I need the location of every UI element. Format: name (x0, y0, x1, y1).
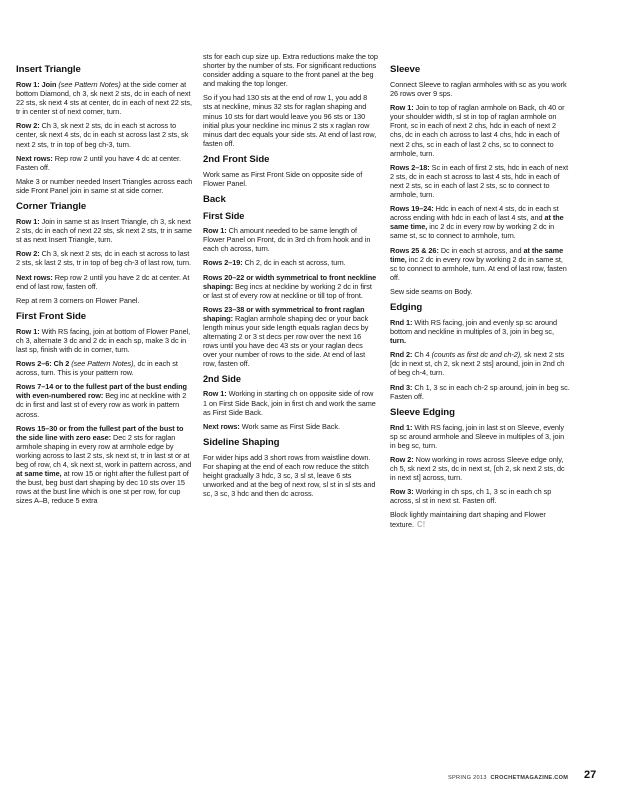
continued-text-2: So if you had 130 sts at the end of row 1, you add 8 sts at neckline, minus 32 sts for raglan shaping and minus 10 sts for dart would leave you 96 sts or 130 initial plus your neckline inc minus 2 sts x raglan row minus dart dec equals your side sts. At end of last row, fasten off. (203, 93, 377, 148)
back-rows-20-22: Rows 20–22 or width symmetrical to front neckline shaping: Beg incs at neckline by working 2 dc in first or last st of every row at neckline or till top of front. (203, 272, 377, 300)
back-rows-2-19: Rows 2–19: Ch 2, dc in each st across, turn. (203, 258, 346, 268)
sleeve-edging-row-3: Row 3: Working in ch sps, ch 1, 3 sc in each ch sp across, sl st in next st. Fasten off. (390, 487, 552, 506)
corner-triangle-note: Rep at rem 3 corners on Flower Panel. (16, 295, 140, 305)
corner-triangle-heading: Corner Triangle (16, 201, 87, 213)
edging-rnd-2: Rnd 2: Ch 4 (counts as first dc and ch-2), sk next 2 sts [dc in next st, ch 2, sk next 2 sts] around, join in 2nd ch of beg ch-4, turn. (390, 350, 565, 378)
sleeve-rows-25-26: Rows 25 & 26: Dc in each st across, and at the same time, inc 2 dc in every row by working 2 dc in same st, sc to connect to armhole, turn. At end of last row, fasten off. (390, 245, 567, 282)
back-second-side-heading: 2nd Side (203, 374, 241, 385)
first-front-side-row-1: Row 1: With RS facing, join at bottom of Flower Panel, ch 3, alternate 3 dc and 2 dc in each sp, make 3 dc in last sp, finish with dc in corner, turn. (16, 326, 191, 354)
first-front-side-rows-15-30: Rows 15–30 or from the fullest part of the bust to the side line with zero ease: Dec 2 sts for raglan armhole shaping in every row at armhole edge by working across to last 2 sts, sk next st, tr in last st or at beg of row, ch 4, sk next st, work in pattern across, and at same time, at row 15 or right after the fullest part of the bust, beg bust dart shaping by dec 10 sts over 15 rows at the bust line which is one st per row, for cup sizes A–B, reduce 5 extra (16, 423, 192, 506)
site-label: CROCHETMAGAZINE.COM (490, 775, 569, 781)
edging-rnd-1: Rnd 1: With RS facing, join and evenly sp sc around bottom and neckline in multiples of 3, join in beg sc, turn. (390, 317, 557, 346)
sleeve-intro: Connect Sleeve to raglan armholes with sc as you work 26 rows over 9 sps. (390, 80, 567, 99)
sleeve-edging-heading: Sleeve Edging (390, 406, 455, 418)
back-second-side-next-rows: Next rows: Work same as First Side Back. (203, 421, 340, 431)
continued-text-1: sts for each cup size up. Extra reductions make the top shorter by the number of sts. For significant reductions consider adding a square to the front panel at the beg and making the top longer. (203, 52, 378, 89)
first-front-side-heading: First Front Side (16, 310, 87, 322)
insert-triangle-note: Make 3 or number needed Insert Triangles across each side Front Panel join in same st at side corner. (16, 176, 193, 195)
sleeve-edging-rnd-1: Rnd 1: With RS facing, join in last st on Sleeve, evenly sp sc around armhole and Sleeve in multiples of 3, join in beg sc, turn. (390, 422, 565, 450)
edging-rnd-3: Rnd 3: Ch 1, 3 sc in each ch-2 sp around, join in beg sc. Fasten off. (390, 382, 570, 401)
sleeve-edging-row-2: Row 2: Now working in rows across Sleeve edge only, ch 5, sk next 2 sts, dc in next st, [ch 2, sk next 2 sts, dc in next st] across, turn. (390, 455, 565, 483)
insert-triangle-heading: Insert Triangle (16, 64, 81, 75)
end-mark-icon: C! (416, 519, 426, 529)
insert-triangle-row-1: Row 1: Join (see Pattern Notes) at the side corner at bottom Diamond, ch 3, sk next 2 sts, dc in each of next 22 sts, sk next 4 sts at center, dc in each of next 22 sts, tr in center st of next corner, turn. (16, 80, 192, 117)
first-front-side-rows-2-6: Rows 2–6: Ch 2 (see Pattern Notes), dc in each st across, turn. This is your pattern row. (16, 359, 178, 378)
sideline-shaping-heading: Sideline Shaping (203, 436, 280, 448)
column-3 (390, 60, 570, 534)
insert-triangle-row-2: Row 2: Ch 3, sk next 2 sts, dc in each st across to center, sk next 4 sts, dc in each st across last 2 sts, sk next 2 sts, tr in top of beg ch-3, turn. (16, 121, 189, 149)
back-first-side-heading: First Side (203, 211, 245, 222)
issue-label: SPRING 2013 (448, 775, 487, 781)
sleeve-heading: Sleeve (390, 64, 421, 75)
back-row-1: Row 1: Ch amount needed to be same length of Flower Panel on Front, dc in 3rd ch from hook and in each ch across, turn. (203, 226, 371, 254)
sleeve-edging-note: Block lightly maintaining dart shaping and Flower texture. C! (390, 510, 546, 529)
page-number: 27 (584, 769, 597, 781)
back-second-side-row-1: Row 1: Working in starting ch on opposite side of row 1 on First Side Back, join in first ch and work the same as First Side Back. (203, 389, 376, 417)
sleeve-rows-2-18: Rows 2–18: Sc in each of first 2 sts, hdc in each of next 2 sts, dc in each st across to last 4 sts, hdc in each of next 2 sts, sc in each of last 2 sts, sc to connect to armhole, turn. (390, 162, 569, 200)
insert-triangle-next-rows: Next rows: Rep row 2 until you have 4 dc at center. Fasten off. (16, 153, 181, 172)
sideline-shaping-text: For wider hips add 3 short rows from waistline down. For shaping at the end of each row reduce the stitch height gradually 3 hdc, 3 sc, 3 sl st, leave 6 sts unworked and at the beg of next row, sl st in sl sts and sc, 3 sc, 3 hdc and then dc across. (203, 452, 376, 499)
column-2 (203, 52, 378, 503)
edging-heading: Edging (390, 301, 423, 313)
back-heading: Back (203, 194, 226, 206)
corner-triangle-next-rows: Next rows: Rep row 2 until you have 2 dc at center. At end of last row, fasten off. (16, 272, 190, 291)
second-front-side-text: Work same as First Front Side on opposite side of Flower Panel. (203, 169, 363, 189)
corner-triangle-row-2: Row 2: Ch 3, sk next 2 sts, dc in each st across to last 2 sts, sk last 2 sts, tr in top of beg ch-3 of last row, turn. (16, 249, 191, 268)
column-1 (16, 60, 194, 510)
page-footer (448, 775, 568, 781)
sleeve-note: Sew side seams on Body. (390, 286, 473, 296)
corner-triangle-row-1: Row 1: Join in same st as Insert Triangle, ch 3, sk next 2 sts, dc in each of next 22 sts, sk next 2 sts, tr in same st as next Insert Triangle, turn. (16, 217, 192, 245)
first-front-side-rows-7-14: Rows 7–14 or to the fullest part of the bust ending with even-numbered row: Beg inc at neckline with 2 dc in first and last st of every row as work in pattern across. (16, 382, 187, 419)
sleeve-rows-19-24: Rows 19–24: Hdc in each of next 4 sts, dc in each st across ending with hdc in each of last 4 sts, and at the same time, inc 2 dc in every row by working 2 dc in same st, sc to connect to armhole, turn. (390, 204, 564, 241)
second-front-side-heading: 2nd Front Side (203, 153, 270, 165)
back-rows-23-38: Rows 23–38 or with symmetrical to front raglan shaping: Raglan armhole shaping dec or your back length minus your side length equals raglan decs by alternating 2 or 3 st decs per row over the next 16 rows until you have dec 43 sts or your raglan decs over your number of rows to the side. At end of last row, fasten off. (203, 304, 369, 369)
sleeve-row-1: Row 1: Join to top of raglan armhole on Back, ch 40 or your shoulder width, sl st in top of raglan armhole on Front, sc in each of next 2 chs, hdc in each of next 2 chs, dc in each ch across to last 4 chs, hdc in each of next 2 chs, sc in each of last 2 chs, sc to connect to armhole, turn. (390, 103, 565, 158)
